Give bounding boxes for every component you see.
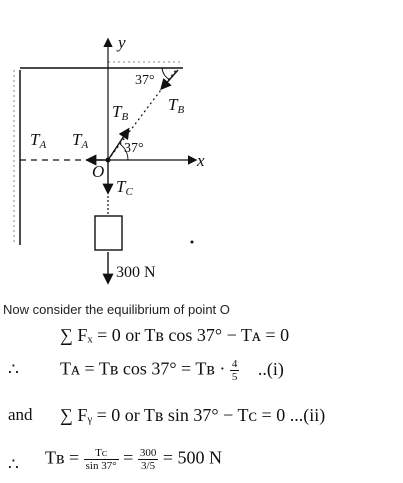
angle-mid-label: 37° (124, 141, 144, 156)
angle-top-label: 37° (135, 73, 155, 88)
tension-b-arrow-top (162, 70, 178, 88)
y-axis-label: y (118, 33, 126, 52)
fraction-tc-over-sin: $\frac{\text{Tᴄ}}{\sin 37^\circ}$ (85, 447, 117, 472)
hanging-block (95, 216, 122, 250)
equation-1: ∑ Fₓ = 0 or Tʙ cos 37° − Tᴀ = 0 (60, 325, 290, 345)
angle-arc-top (162, 68, 170, 80)
therefore-symbol-1: ∴ (8, 360, 19, 379)
therefore-symbol-2: ∴ (8, 455, 19, 474)
and-label: and (8, 405, 33, 424)
equation-4-lhs: Tʙ = (45, 447, 80, 468)
equation-4-equals: = (123, 447, 134, 468)
tension-b-label-right: TB (168, 95, 185, 116)
stray-dot (191, 241, 194, 244)
tension-b-label-left: TB (112, 102, 129, 123)
equation-4 (45, 447, 222, 472)
fraction-four-fifths: $\frac{4}{5}$ (231, 358, 238, 383)
origin-label: O (92, 162, 105, 181)
tension-a-label-left: TA (30, 130, 47, 151)
intro-text: Now consider the equilibrium of point O (3, 302, 230, 317)
left-wall (14, 70, 20, 245)
fraction-300-over-3-5: $\frac{300}{3/5}$ (139, 447, 157, 472)
tension-a-label-right: TA (72, 130, 89, 151)
equation-2 (60, 358, 284, 383)
tension-c-label: TC (116, 177, 133, 198)
equation-2-left: Tᴀ = Tʙ cos 37° = Tʙ · (60, 358, 226, 379)
equation-4-result: = 500 N (162, 447, 222, 468)
ceiling (20, 62, 183, 68)
equation-3: ∑ Fᵧ = 0 or Tʙ sin 37° − Tᴄ = 0 ...(ii) (60, 405, 326, 425)
x-axis-label: x (197, 151, 205, 170)
weight-label: 300 N (116, 264, 156, 281)
equation-2-tag: ..(i) (257, 358, 284, 379)
